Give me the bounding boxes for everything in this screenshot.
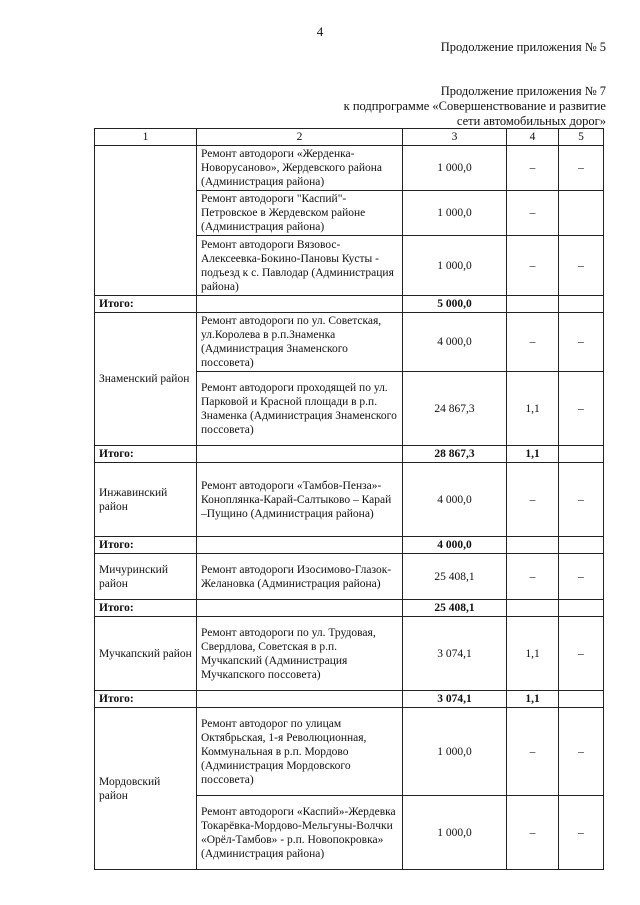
- total-amount: 5 000,0: [403, 296, 507, 313]
- district-cell: Знаменский район: [95, 313, 197, 446]
- total-amount: 4 000,0: [403, 537, 507, 554]
- total-col5: [559, 537, 604, 554]
- amount-cell: 4 000,0: [403, 313, 507, 372]
- col4-cell: –: [507, 554, 559, 600]
- road-description: Ремонт автодороги проходящей по ул. Парковой и Красной площади в р.п. Знаменка (Администрация Знаменского поссовета): [197, 372, 403, 446]
- total-row: [95, 600, 604, 617]
- header-line-2: Продолжение приложения № 7: [440, 84, 606, 98]
- road-description: Ремонт автодороги «Жерденка-Новорусаново», Жердевского района (Администрация района): [197, 146, 403, 191]
- total-empty-cell: [197, 296, 403, 313]
- col5-cell: [559, 191, 604, 236]
- col-header-2: 2: [197, 129, 403, 146]
- total-empty-cell: [197, 600, 403, 617]
- col5-cell: –: [559, 146, 604, 191]
- total-col4: 1,1: [507, 446, 559, 463]
- col4-cell: –: [507, 796, 559, 870]
- amount-cell: 3 074,1: [403, 617, 507, 691]
- road-description: Ремонт автодороги Вязовос-Алексеевка-Бокино-Пановы Кусты - подъезд к с. Павлодар (Администрация района): [197, 236, 403, 296]
- total-label: Итого:: [95, 537, 197, 554]
- total-col5: [559, 691, 604, 708]
- total-empty-cell: [197, 446, 403, 463]
- road-description: Ремонт автодорог по улицам Октябрьская, 1-я Революционная, Коммунальная в р.п. Мордово (Администрация Мордовского поссовета): [197, 708, 403, 796]
- col-header-4: 4: [507, 129, 559, 146]
- road-description: Ремонт автодороги "Каспий"-Петровское в Жердевском районе (Администрация района): [197, 191, 403, 236]
- total-amount: 28 867,3: [403, 446, 507, 463]
- col5-cell: –: [559, 313, 604, 372]
- header-line-3: к подпрограмме «Совершенствование и развитие: [343, 99, 606, 113]
- amount-cell: 1 000,0: [403, 236, 507, 296]
- col5-cell: –: [559, 372, 604, 446]
- amount-cell: 24 867,3: [403, 372, 507, 446]
- col5-cell: –: [559, 236, 604, 296]
- table-row: [95, 146, 604, 191]
- total-row: [95, 691, 604, 708]
- district-cell: [95, 146, 197, 296]
- col4-cell: 1,1: [507, 617, 559, 691]
- road-description: Ремонт автодороги «Тамбов-Пенза»- Коноплянка-Карай-Салтыково – Карай –Пущино (Администрация района): [197, 463, 403, 537]
- district-cell: Мордовский район: [95, 708, 197, 870]
- col4-cell: –: [507, 708, 559, 796]
- amount-cell: 1 000,0: [403, 708, 507, 796]
- total-col5: [559, 446, 604, 463]
- district-cell: Инжавинский район: [95, 463, 197, 537]
- total-col4: [507, 600, 559, 617]
- district-cell: Мичуринский район: [95, 554, 197, 600]
- col-header-5: 5: [559, 129, 604, 146]
- amount-cell: 4 000,0: [403, 463, 507, 537]
- col5-cell: –: [559, 708, 604, 796]
- col5-cell: –: [559, 796, 604, 870]
- table-row: [95, 463, 604, 537]
- road-description: Ремонт автодороги «Каспий»-Жердевка Токарёвка-Мордово-Мельгуны-Волчки «Орёл-Тамбов» - р.п. Новопокровка» (Администрация района): [197, 796, 403, 870]
- col5-cell: –: [559, 463, 604, 537]
- total-label: Итого:: [95, 691, 197, 708]
- amount-cell: 1 000,0: [403, 796, 507, 870]
- table-row: [95, 617, 604, 691]
- page-number: 4: [316, 24, 324, 39]
- total-row: [95, 537, 604, 554]
- total-col4: [507, 537, 559, 554]
- table-row: [95, 554, 604, 600]
- col4-cell: –: [507, 236, 559, 296]
- road-description: Ремонт автодороги по ул. Трудовая, Свердлова, Советская в р.п. Мучкапский (Администрация Мучкапского поссовета): [197, 617, 403, 691]
- total-amount: 3 074,1: [403, 691, 507, 708]
- col4-cell: –: [507, 313, 559, 372]
- total-label: Итого:: [95, 446, 197, 463]
- amount-cell: 1 000,0: [403, 191, 507, 236]
- col-header-1: 1: [95, 129, 197, 146]
- road-description: Ремонт автодороги Изосимово-Глазок- Желановка (Администрация района): [197, 554, 403, 600]
- table-row: [95, 313, 604, 372]
- total-col5: [559, 600, 604, 617]
- total-col5: [559, 296, 604, 313]
- total-empty-cell: [197, 691, 403, 708]
- total-label: Итого:: [95, 296, 197, 313]
- total-row: [95, 446, 604, 463]
- total-col4: 1,1: [507, 691, 559, 708]
- col4-cell: –: [507, 146, 559, 191]
- column-numbers-row: [95, 129, 604, 146]
- road-repair-table: [94, 128, 604, 870]
- total-amount: 25 408,1: [403, 600, 507, 617]
- amount-cell: 25 408,1: [403, 554, 507, 600]
- appendix-continuation-5: Продолжение приложения № 5: [440, 40, 606, 54]
- total-col4: [507, 296, 559, 313]
- table-body: [95, 146, 604, 870]
- col4-cell: –: [507, 191, 559, 236]
- col4-cell: 1,1: [507, 372, 559, 446]
- amount-cell: 1 000,0: [403, 146, 507, 191]
- road-description: Ремонт автодороги по ул. Советская, ул.Королева в р.п.Знаменка (Администрация Знаменского поссовета): [197, 313, 403, 372]
- appendix-continuation-7: [344, 84, 606, 129]
- header-line-4: сети автомобильных дорог»: [456, 114, 606, 128]
- total-row: [95, 296, 604, 313]
- total-empty-cell: [197, 537, 403, 554]
- col4-cell: –: [507, 463, 559, 537]
- col5-cell: –: [559, 617, 604, 691]
- district-cell: Мучкапский район: [95, 617, 197, 691]
- table-row: [95, 708, 604, 796]
- total-label: Итого:: [95, 600, 197, 617]
- col5-cell: –: [559, 554, 604, 600]
- col-header-3: 3: [403, 129, 507, 146]
